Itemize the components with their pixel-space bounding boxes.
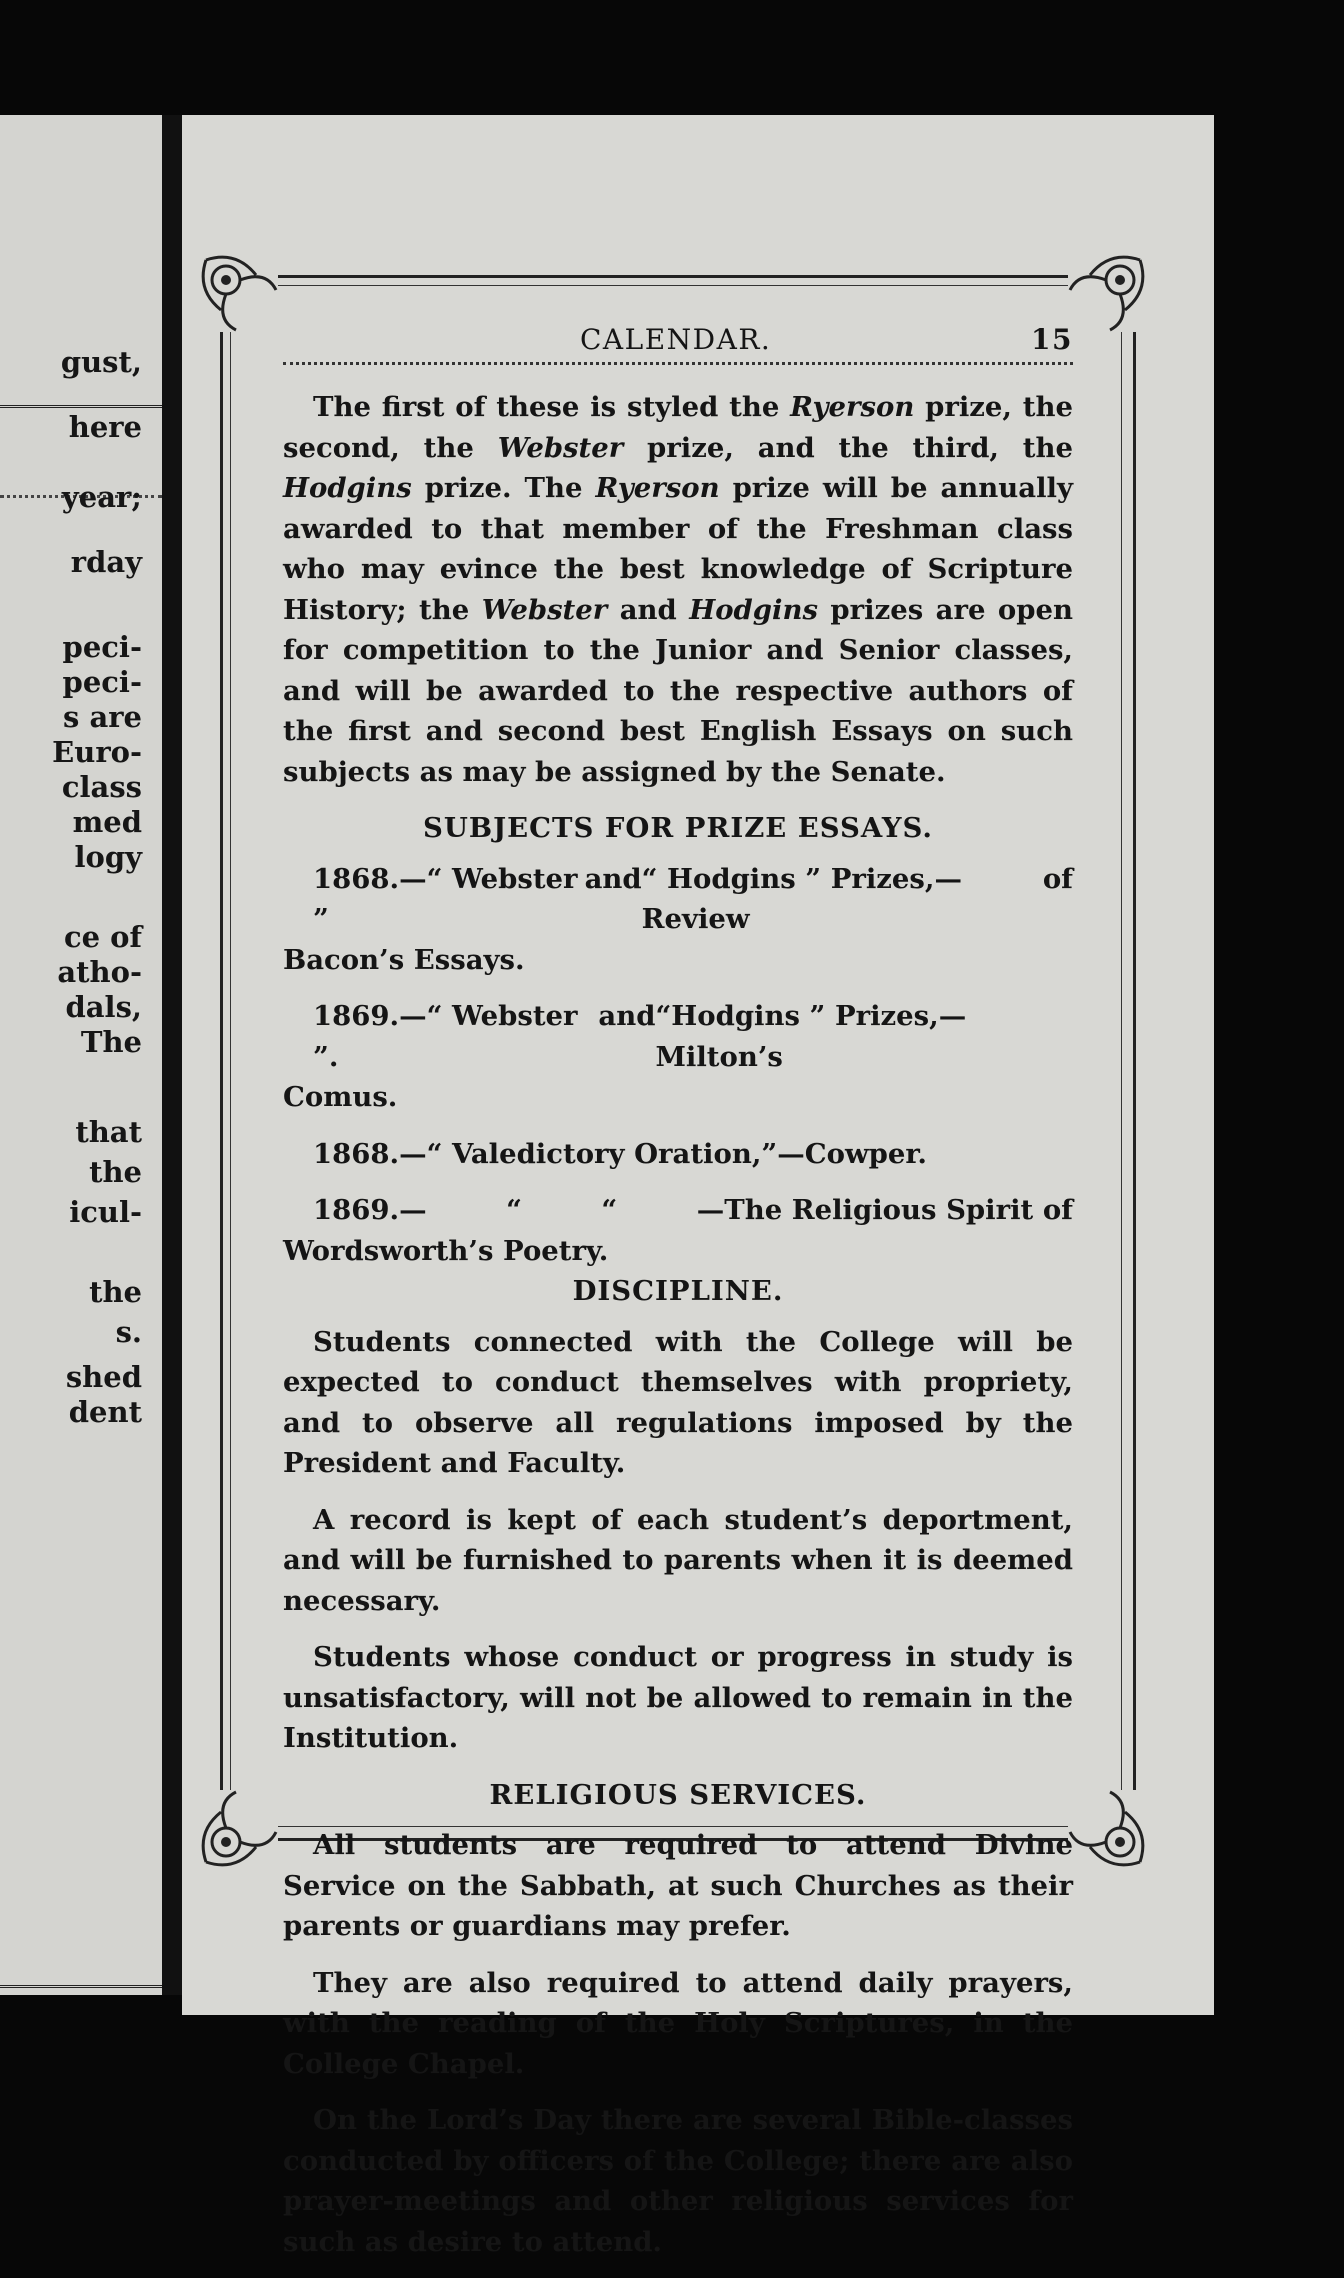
essay-subject-1869-prizes: 1869.—“ Webster ”. and “Hodgins ” Prizes,—Milton’s Comus. xyxy=(283,1000,967,1113)
prev-page-text-fragment: dent xyxy=(68,1395,142,1429)
religious-paragraph-1: All students are required to attend Divine Service on the Sabbath, at such Churches as their parents or guardians may prefer. xyxy=(283,1829,1073,1942)
religious-paragraph-3: On the Lord’s Day there are several Bible-classes conducted by officers of the College; there are also prayer-meetings and other religious services for such as desire to attend. xyxy=(283,2104,1073,2258)
essay-subject-1868-prizes: 1868.—“ Webster ” and “ Hodgins ” Prizes,—Review of Bacon’s Essays. xyxy=(283,862,1073,976)
prev-page-text-fragment: atho- xyxy=(57,955,142,989)
prev-page-text-fragment: year; xyxy=(61,480,142,514)
corner-ornament-bottom-left-icon xyxy=(196,1790,278,1872)
section-heading-prize-essays: SUBJECTS FOR PRIZE ESSAYS. xyxy=(423,812,933,844)
header-dotted-rule xyxy=(283,362,1073,365)
prizes-intro-paragraph: The first of these is styled the Ryerson prize, the second, the Webster prize, and the third, the Hodgins prize. The Ryerson prize will be annually awarded to that member of the Freshman class who may evince the best knowledge of Scripture History; the Webster and Hodgins prizes are open for competition to the Junior and Senior classes, and will be awarded to the respective authors of the first and second best English Essays on such subjects as may be assigned by the Senate. xyxy=(283,391,1073,788)
prev-page-text-fragment: The xyxy=(80,1025,142,1059)
prev-page-text-fragment: s are xyxy=(63,700,142,734)
running-header xyxy=(283,320,1073,358)
prev-page-top-rule xyxy=(0,405,162,408)
prev-page-text-fragment: here xyxy=(68,410,142,444)
prev-page-text-fragment: shed xyxy=(65,1360,142,1394)
essay-subject-1869-oration: 1869.— “ “ —The Religious Spirit of Wordsworth’s Poetry. xyxy=(283,1194,1073,1267)
prev-page-text-fragment: med xyxy=(72,805,142,839)
discipline-paragraph-3: Students whose conduct or progress in study is unsatisfactory, will not be allowed to remain in the Institution. xyxy=(283,1641,1073,1754)
prev-page-text-fragment: class xyxy=(61,770,142,804)
prev-page-text-fragment: Euro- xyxy=(52,735,142,769)
page-content xyxy=(283,320,1073,2278)
section-heading-discipline: DISCIPLINE. xyxy=(572,1275,784,1307)
prev-page-text-fragment: the xyxy=(89,1275,142,1309)
prev-page-text-fragment: the xyxy=(89,1155,142,1189)
page-gutter xyxy=(162,115,182,1995)
corner-ornament-top-left-icon xyxy=(196,250,278,332)
previous-page-edge xyxy=(0,115,162,1995)
corner-ornament-bottom-right-icon xyxy=(1068,1790,1150,1872)
corner-ornament-top-right-icon xyxy=(1068,250,1150,332)
section-heading-religious-services: RELIGIOUS SERVICES. xyxy=(489,1778,867,1811)
prev-page-text-fragment: gust, xyxy=(60,345,142,379)
discipline-paragraph-1: Students connected with the College will be expected to conduct themselves with propriety, and to observe all regulations imposed by the President and Faculty. xyxy=(283,1325,1073,1479)
prev-page-text-fragment: dals, xyxy=(65,990,142,1024)
discipline-paragraph-2: A record is kept of each student’s deportment, and will be furnished to parents when it is deemed necessary. xyxy=(283,1503,1073,1617)
running-title: CALENDAR. xyxy=(580,323,772,356)
prev-page-bottom-rule xyxy=(0,1985,162,1988)
prev-page-text-fragment: that xyxy=(75,1115,142,1149)
prev-page-text-fragment: ce of xyxy=(63,920,142,954)
prev-page-text-fragment: icul- xyxy=(69,1195,142,1229)
prev-page-text-fragment: rday xyxy=(70,545,142,579)
religious-paragraph-2: They are also required to attend daily prayers, with the reading of the Holy Scriptures, in the College Chapel. xyxy=(283,1966,1073,2080)
prev-page-text-fragment: s. xyxy=(115,1315,142,1349)
prev-page-text-fragment: peci- xyxy=(62,630,142,664)
prev-page-text-fragment: logy xyxy=(74,840,142,874)
prev-page-text-fragment: peci- xyxy=(62,665,142,699)
page-number: 15 xyxy=(1031,323,1073,356)
essay-subject-1868-oration: 1868.—“ Valedictory Oration,”—Cowper. xyxy=(313,1137,927,1170)
